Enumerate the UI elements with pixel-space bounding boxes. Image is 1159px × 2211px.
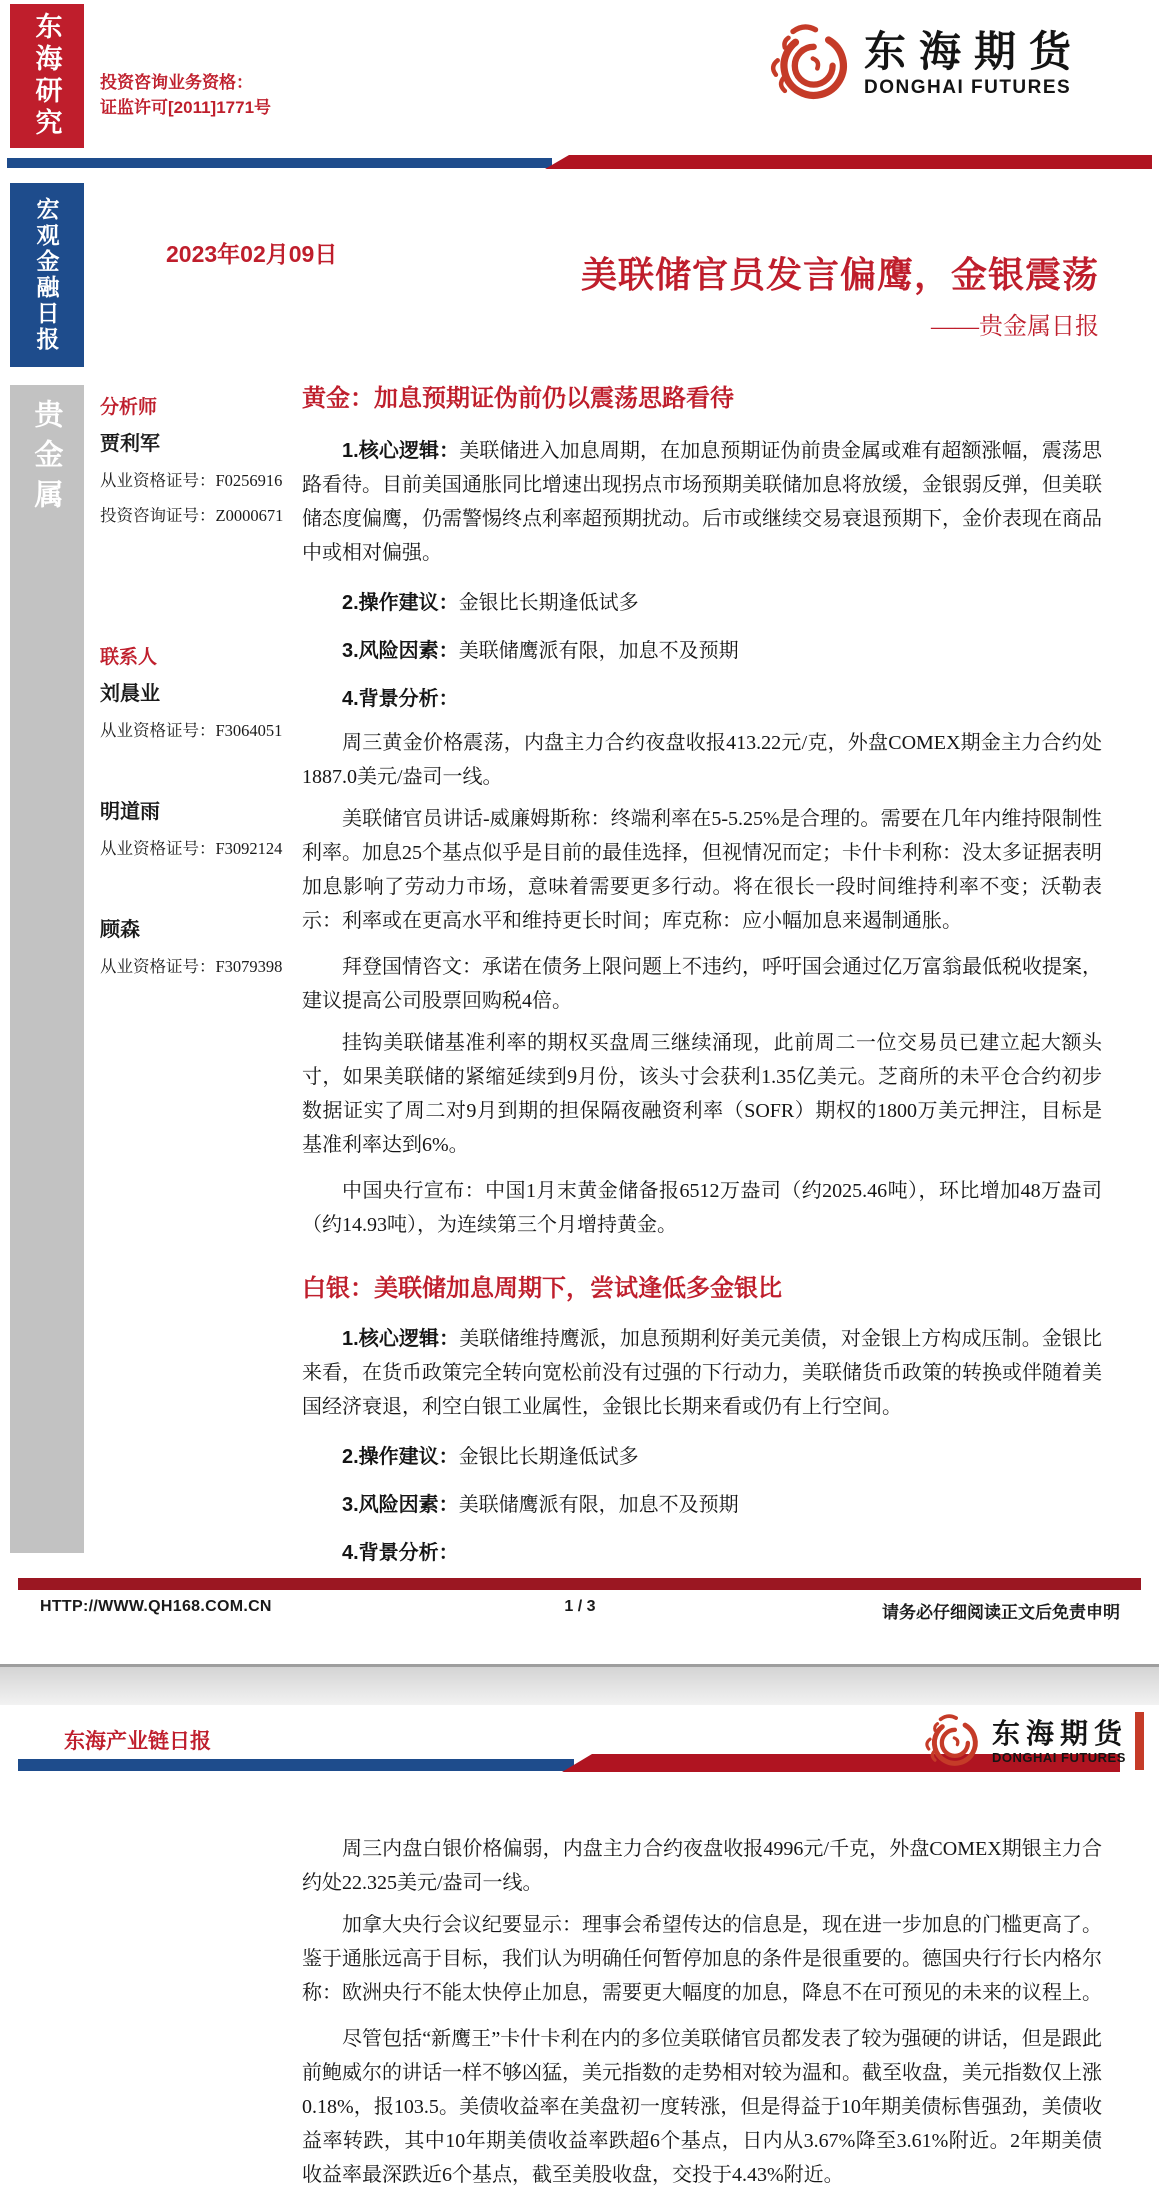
donghai-logo-small	[922, 1710, 1144, 1772]
item-label: 4.背景分析：	[342, 688, 459, 710]
item-label: 4.背景分析：	[342, 1542, 459, 1564]
metal-section-label: 贵金属	[30, 399, 63, 519]
page-number: 1 / 3	[564, 1598, 596, 1615]
body-paragraph: 周三黄金价格震荡，内盘主力合约夜盘收报413.22元/克，外盘COMEX期金主力合约处1887.0美元/盎司一线。	[302, 732, 1102, 788]
category-box-label: 宏观金融日报	[33, 197, 60, 353]
report-subtitle: ——贵金属日报	[931, 314, 1099, 340]
item-text: 美联储鹰派有限，加息不及预期	[458, 1494, 739, 1516]
gold-section-heading: 黄金：加息预期证伪前仍以震荡思路看待	[302, 385, 734, 412]
logo-text	[992, 1717, 1128, 1765]
item-label: 2.操作建议：	[342, 592, 459, 614]
dragon-icon	[766, 18, 856, 108]
silver-section-heading: 白银：美联储加息周期下，尝试逢低多金银比	[302, 1275, 782, 1302]
dragon-icon	[922, 1710, 984, 1772]
contact-label: 联系人	[100, 647, 158, 668]
disclaimer-note: 请务必仔细阅读正文后免责申明	[882, 1603, 1120, 1622]
page2-content	[302, 1812, 1102, 2192]
page-separator	[0, 1667, 1159, 1705]
header-bar-blue	[7, 158, 552, 168]
body-paragraph: 周三内盘白银价格偏弱，内盘主力合约夜盘收报4996元/千克，外盘COMEX期银主力合约处22.325美元/盎司一线。	[302, 1838, 1102, 1894]
page2-bar-blue	[18, 1759, 574, 1771]
body-paragraph: 拜登国情咨文：承诺在债务上限问题上不违约，呼吁国会通过亿万富翁最低税收提案，建议提高公司股票回购税4倍。	[302, 956, 1102, 1012]
logo-text	[864, 27, 1084, 99]
contact-name: 明道雨	[100, 801, 160, 823]
header-bar-red	[545, 155, 1152, 169]
site-url: HTTP://WWW.QH168.COM.CN	[40, 1598, 272, 1615]
page2-title: 东海产业链日报	[64, 1730, 211, 1753]
gold-item	[302, 682, 1102, 716]
analyst-cert: 从业资格证号：F0256916	[100, 471, 283, 490]
logo-en: DONGHAI FUTURES	[992, 1750, 1126, 1765]
item-label: 3.风险因素：	[342, 640, 459, 662]
logo-cn: 东海期货	[992, 1718, 1129, 1749]
item-text: 美联储鹰派有限，加息不及预期	[458, 640, 739, 662]
logo-en: DONGHAI FUTURES	[864, 77, 1072, 98]
contact-name: 顾森	[100, 919, 140, 941]
item-label: 1.核心逻辑：	[342, 440, 460, 462]
people-column	[100, 392, 300, 977]
body-paragraph: 美联储官员讲话-威廉姆斯称：终端利率在5-5.25%是合理的。需要在几年内维持限制性利率。加息25个基点似乎是目前的最佳选择，但视情况而定；卡什卡利称：没太多证据表明加息影响了劳动力市场，意味着需要更多行动。将在很长一段时间维持利率不变；沃勒表示：利率或在更高水平和维持更长时间；库克称：应小幅加息来遏制通胀。	[302, 808, 1102, 932]
silver-item	[302, 1536, 1102, 1570]
main-content	[302, 370, 1102, 1570]
analyst-label: 分析师	[100, 397, 158, 418]
report-date: 2023年02月09日	[166, 241, 338, 267]
analyst-cert: 投资咨询证号：Z0000671	[100, 506, 284, 525]
license-block	[100, 70, 271, 120]
category-box	[10, 183, 84, 367]
item-label: 3.风险因素：	[342, 1494, 459, 1516]
body-paragraph: 尽管包括“新鹰王”卡什卡利在内的多位美联储官员都发表了较为强硬的讲话，但是跟此前鲍威尔的讲话一样不够凶猛，美元指数的走势相对较为温和。截至收盘，美元指数仅上涨0.18%，报103.5。美债收益率在美盘初一度转涨，但是得益于10年期美债标售强劲，美债收益率转跌，其中10年期美债收益率跌超6个基点，日内从3.67%降至3.61%附近。2年期美债收益率最深跌近6个基点，截至美股收盘，交投于4.43%附近。	[302, 2028, 1102, 2186]
logo-redbar-icon	[1135, 1712, 1144, 1770]
silver-item	[302, 1440, 1102, 1474]
donghai-logo	[766, 18, 1084, 108]
analyst-name: 贾利军	[100, 433, 160, 455]
gold-item	[302, 586, 1102, 620]
item-label: 1.核心逻辑：	[342, 1328, 460, 1350]
body-paragraph: 加拿大央行会议纪要显示：理事会希望传达的信息是，现在进一步加息的门槛更高了。鉴于通胀远高于目标，我们认为明确任何暂停加息的条件是很重要的。德国央行行长内格尔称：欧洲央行不能太快停止加息，需要更大幅度的加息，降息不在可预见的未来的议程上。	[302, 1914, 1102, 2004]
contact-cert: 从业资格证号：F3064051	[100, 721, 283, 740]
research-box	[10, 4, 84, 148]
footer	[40, 1598, 1120, 1624]
item-text: 美联储进入加息周期，在加息预期证伪前贵金属或难有超额涨幅，震荡思路看待。目前美国通胀同比增速出现拐点市场预期美联储加息将放缓，金银弱反弹，但美联储态度偏鹰，仍需警惕终点利率超预期扰动。后市或继续交易衰退预期下，金价表现在商品中或相对偏强。	[302, 440, 1102, 564]
logo-cn: 东海期货	[864, 28, 1085, 75]
contact-cert: 从业资格证号：F3092124	[100, 839, 283, 858]
contact-cert: 从业资格证号：F3079398	[100, 957, 283, 976]
gold-item	[302, 634, 1102, 668]
item-text: 金银比长期逢低试多	[458, 592, 639, 614]
item-label: 2.操作建议：	[342, 1446, 459, 1468]
silver-item	[302, 1488, 1102, 1522]
gold-item	[302, 434, 1102, 570]
item-text: 金银比长期逢低试多	[458, 1446, 639, 1468]
research-box-label: 东海研究	[31, 12, 62, 140]
license-line-1: 投资咨询业务资格：	[100, 73, 253, 92]
footer-divider	[18, 1578, 1141, 1590]
item-text: 美联储维持鹰派，加息预期利好美元美债，对金银上方构成压制。金银比来看，在货币政策完全转向宽松前没有过强的下行动力，美联储货币政策的转换或伴随着美国经济衰退，利空白银工业属性，金银比长期来看或仍有上行空间。	[302, 1328, 1102, 1418]
report-title: 美联储官员发言偏鹰，金银震荡	[580, 254, 1099, 295]
license-line-2: 证监许可[2011]1771号	[100, 98, 272, 117]
metal-section-box	[10, 385, 84, 1553]
silver-item	[302, 1322, 1102, 1424]
contact-name: 刘晨业	[100, 683, 160, 705]
body-paragraph: 挂钩美联储基准利率的期权买盘周三继续涌现，此前周二一位交易员已建立起大额头寸，如果美联储的紧缩延续到9月份，该头寸会获利1.35亿美元。芝商所的未平仓合约初步数据证实了周二对9月到期的担保隔夜融资利率（SOFR）期权的1800万美元押注，目标是基准利率达到6%。	[302, 1032, 1102, 1156]
body-paragraph: 中国央行宣布：中国1月末黄金储备报6512万盎司（约2025.46吨），环比增加48万盎司（约14.93吨），为连续第三个月增持黄金。	[302, 1180, 1102, 1236]
